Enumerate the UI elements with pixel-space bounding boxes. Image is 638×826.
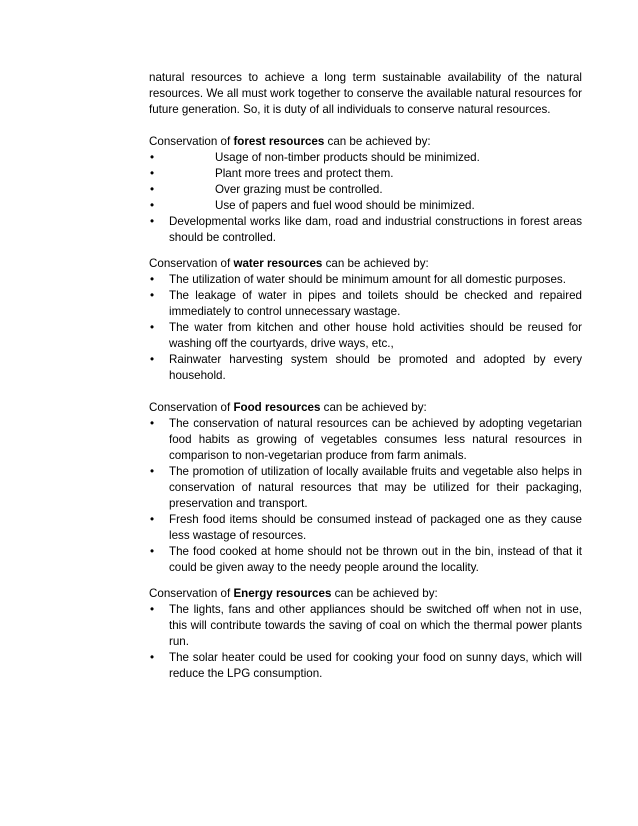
section-keyword: Energy resources — [233, 587, 332, 600]
section-heading: Conservation of Food resources can be achieved by: — [149, 401, 427, 414]
food-section — [149, 400, 582, 576]
bullet-list — [149, 214, 582, 246]
list-item: • Over grazing must be controlled. — [149, 182, 582, 198]
section-heading: Conservation of water resources can be achieved by: — [149, 257, 429, 270]
list-item: • The promotion of utilization of locally available fruits and vegetable also helps in conservation of natural resources that may be utilized for their packaging, preservation and transport. — [149, 464, 582, 512]
intro-paragraph: natural resources to achieve a long term sustainable availability of the natural resources. We all must work together to conserve the available natural resources for future generation. So, it is duty of all individuals to conserve natural resources. — [149, 71, 582, 116]
list-item: • The leakage of water in pipes and toilets should be checked and repaired immediately to control unnecessary wastage. — [149, 288, 582, 320]
list-item: • The lights, fans and other appliances should be switched off when not in use, this will contribute towards the saving of coal on which the thermal power plants run. — [149, 602, 582, 650]
water-section — [149, 256, 582, 384]
section-heading: Conservation of Energy resources can be achieved by: — [149, 587, 438, 600]
list-item: • Plant more trees and protect them. — [149, 166, 582, 182]
forest-section — [149, 134, 582, 246]
list-item: • Developmental works like dam, road and industrial constructions in forest areas should be controlled. — [149, 214, 582, 246]
bullet-list — [149, 150, 582, 214]
list-item: • The food cooked at home should not be thrown out in the bin, instead of that it could be given away to the needy people around the locality. — [149, 544, 582, 576]
bullet-list — [149, 602, 582, 682]
list-item: • Rainwater harvesting system should be promoted and adopted by every household. — [149, 352, 582, 384]
document-page — [149, 70, 582, 692]
bullet-list — [149, 416, 582, 576]
section-keyword: forest resources — [233, 135, 325, 148]
list-item: • The conservation of natural resources can be achieved by adopting vegetarian food habits as growing of vegetables consumes less natural resources in comparison to non-vegetarian produce from farm animals. — [149, 416, 582, 464]
list-item: • The utilization of water should be minimum amount for all domestic purposes. — [149, 272, 582, 288]
list-item: • The solar heater could be used for cooking your food on sunny days, which will reduce the LPG consumption. — [149, 650, 582, 682]
list-item: • Usage of non-timber products should be minimized. — [149, 150, 582, 166]
list-item: • The water from kitchen and other house hold activities should be reused for washing off the courtyards, drive ways, etc., — [149, 320, 582, 352]
list-item: • Use of papers and fuel wood should be minimized. — [149, 198, 582, 214]
section-keyword: water resources — [233, 257, 323, 270]
section-heading: Conservation of forest resources can be achieved by: — [149, 135, 431, 148]
bullet-list — [149, 272, 582, 384]
section-keyword: Food resources — [233, 401, 321, 414]
energy-section — [149, 586, 582, 682]
list-item: • Fresh food items should be consumed instead of packaged one as they cause less wastage of resources. — [149, 512, 582, 544]
